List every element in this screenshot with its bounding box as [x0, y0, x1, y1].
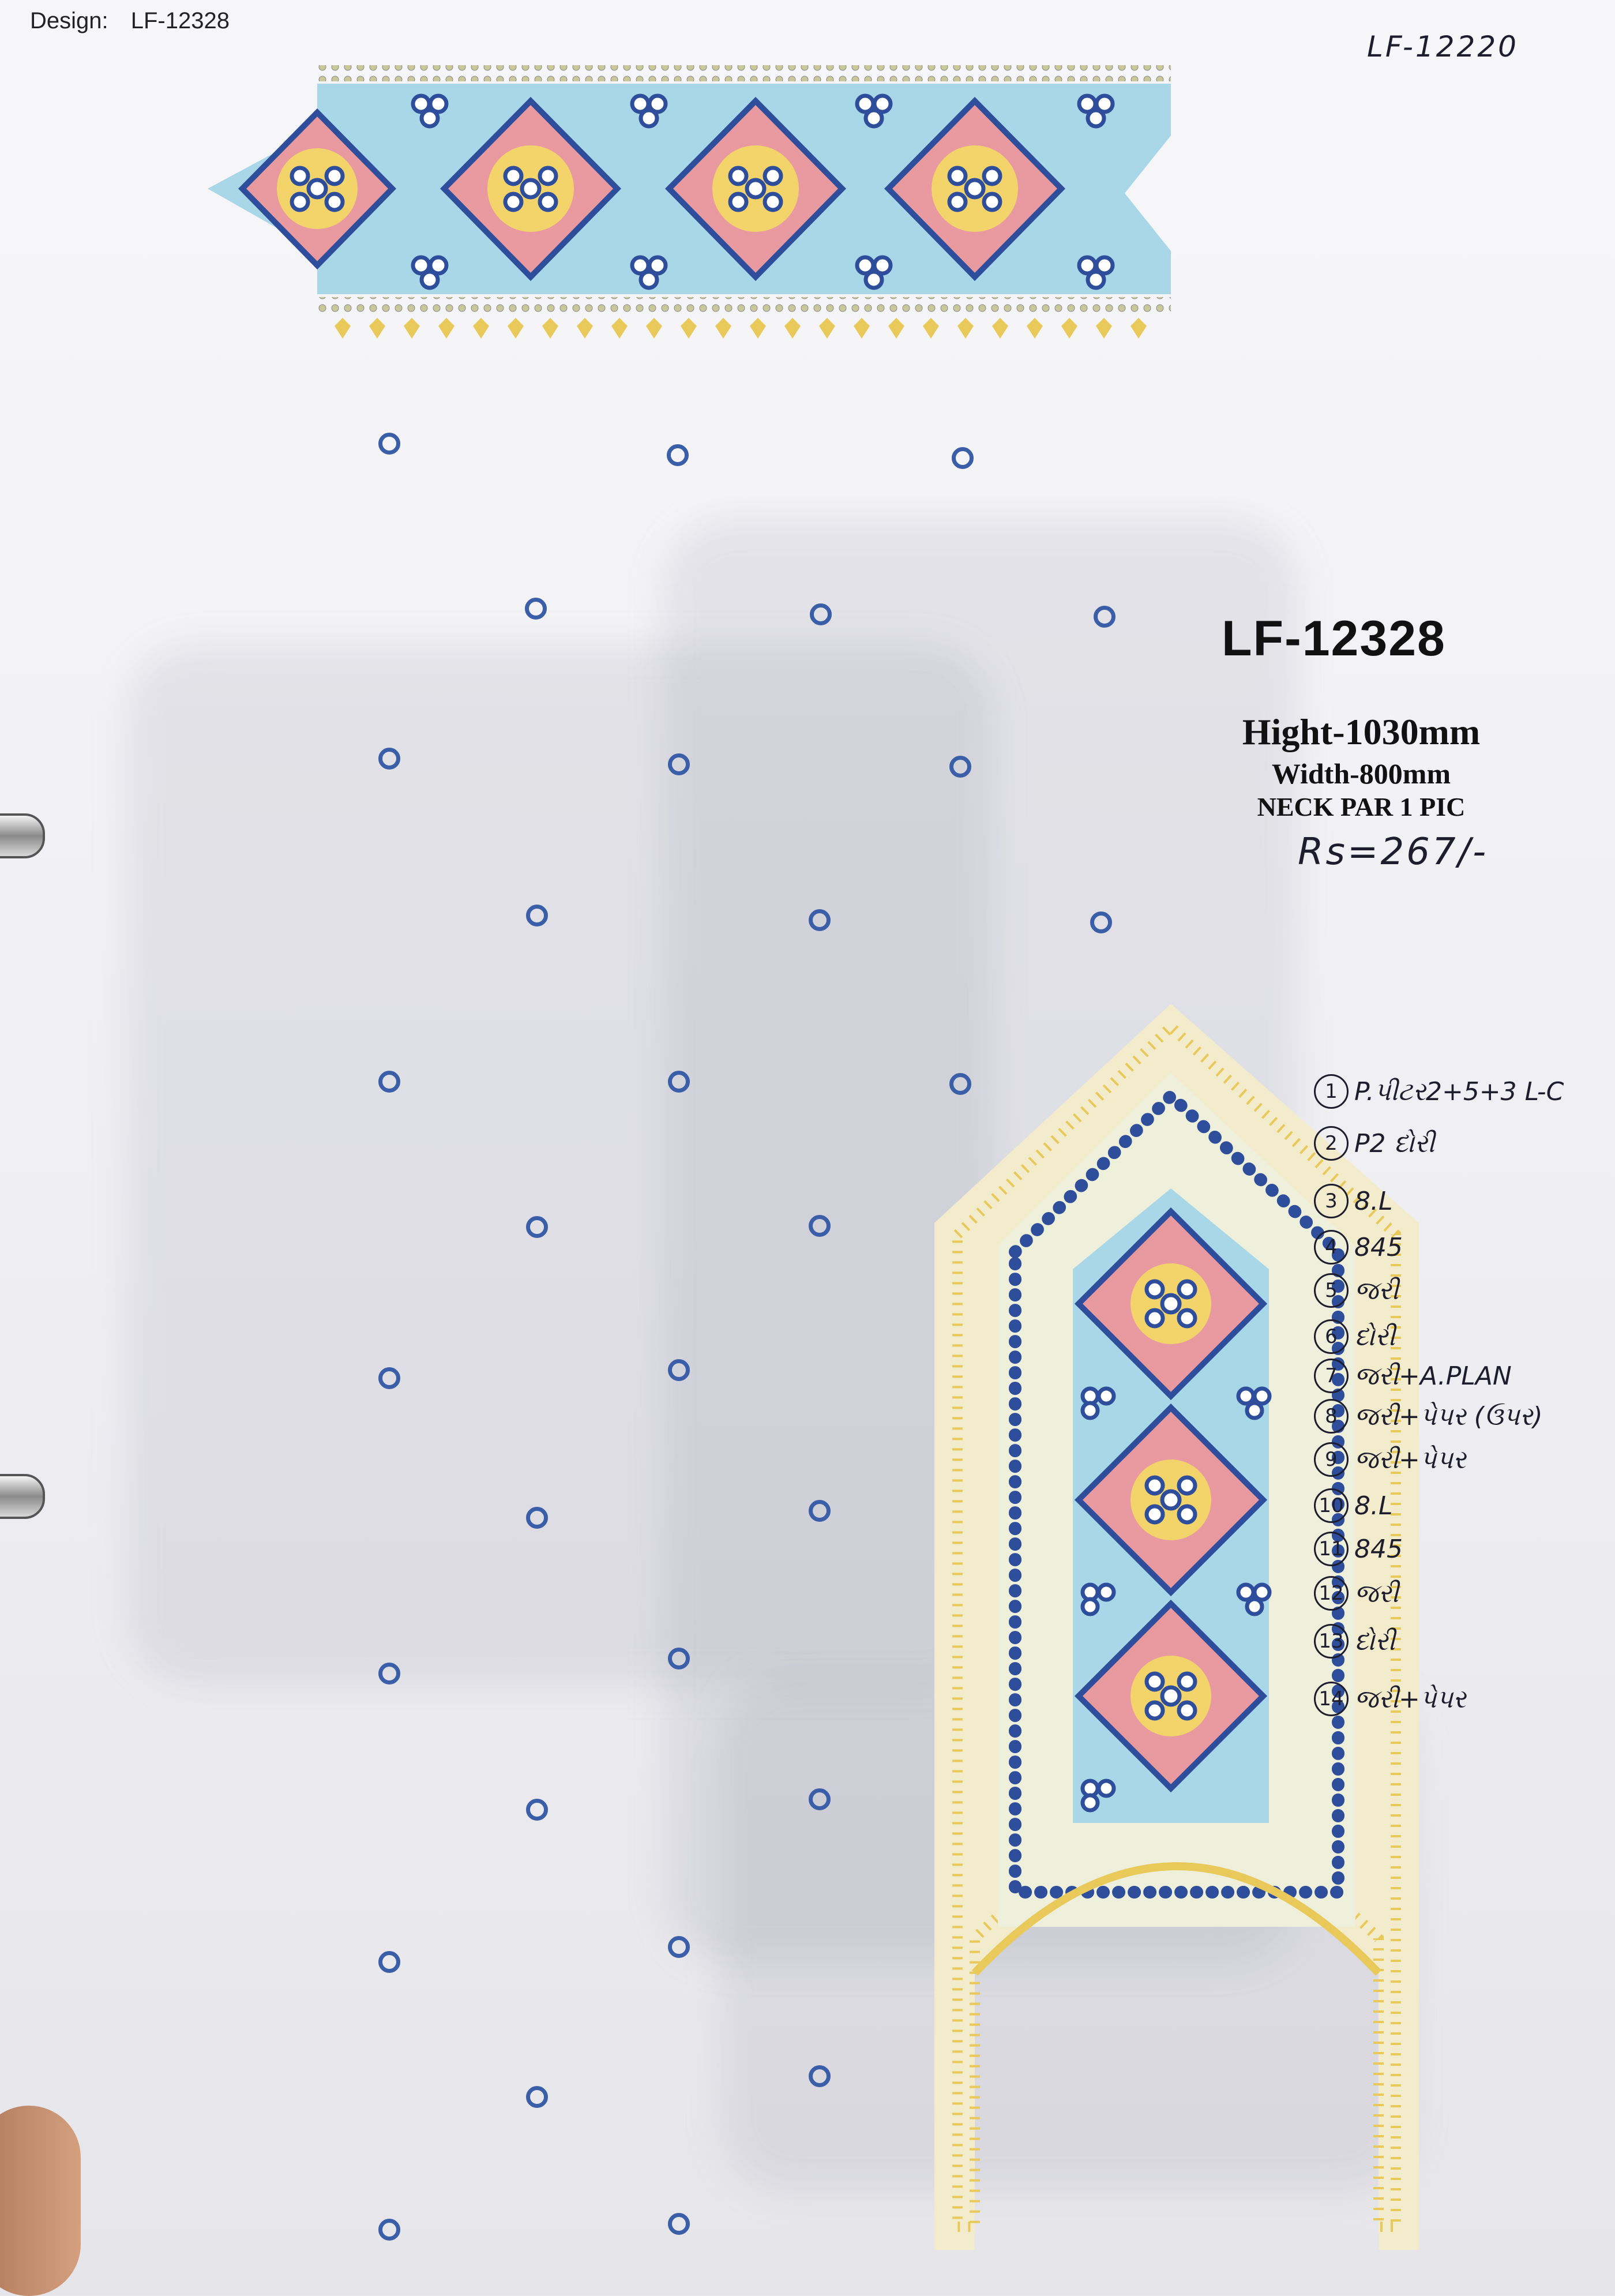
design-code: LF-12328	[130, 8, 230, 33]
note-item: 9 જરી+પેપર	[1314, 1442, 1466, 1477]
note-item: 3 8.L	[1314, 1184, 1393, 1218]
price: Rs=267/-	[1298, 831, 1489, 873]
note-item: 4 845	[1314, 1230, 1403, 1265]
spec-neck: NECK PAR 1 PIC	[1257, 792, 1466, 821]
design-title: LF-12328	[1222, 611, 1446, 666]
design-label: Design:	[30, 8, 108, 33]
note-item: 8 જરી+પેપર (ઉપર)	[1314, 1399, 1543, 1434]
top-border-artwork	[202, 61, 1182, 372]
design-header	[30, 8, 230, 34]
note-item: 11 845	[1314, 1532, 1403, 1566]
note-item: 7 જરી+A.PLAN	[1314, 1359, 1512, 1393]
note-item: 12 જરી	[1314, 1576, 1399, 1611]
note-item: 13 દોરી	[1314, 1624, 1395, 1659]
binder-ring	[0, 1474, 45, 1519]
finger	[0, 2106, 81, 2296]
binder-ring	[0, 813, 45, 858]
spec-height: Hight-1030mm	[1242, 711, 1481, 752]
note-item: 14 જરી+પેપર	[1314, 1682, 1466, 1716]
note-item: 10 8.L	[1314, 1488, 1393, 1523]
note-item: 5 જરી	[1314, 1273, 1399, 1308]
note-item: 2 P2 દોરી	[1314, 1126, 1434, 1161]
note-item: 1 P.પીટર2+5+3 L-C	[1314, 1074, 1564, 1109]
note-item: 6 દોરી	[1314, 1319, 1395, 1354]
spec-width: Width-800mm	[1271, 757, 1451, 790]
handwritten-reference: LF-12220	[1367, 30, 1519, 63]
